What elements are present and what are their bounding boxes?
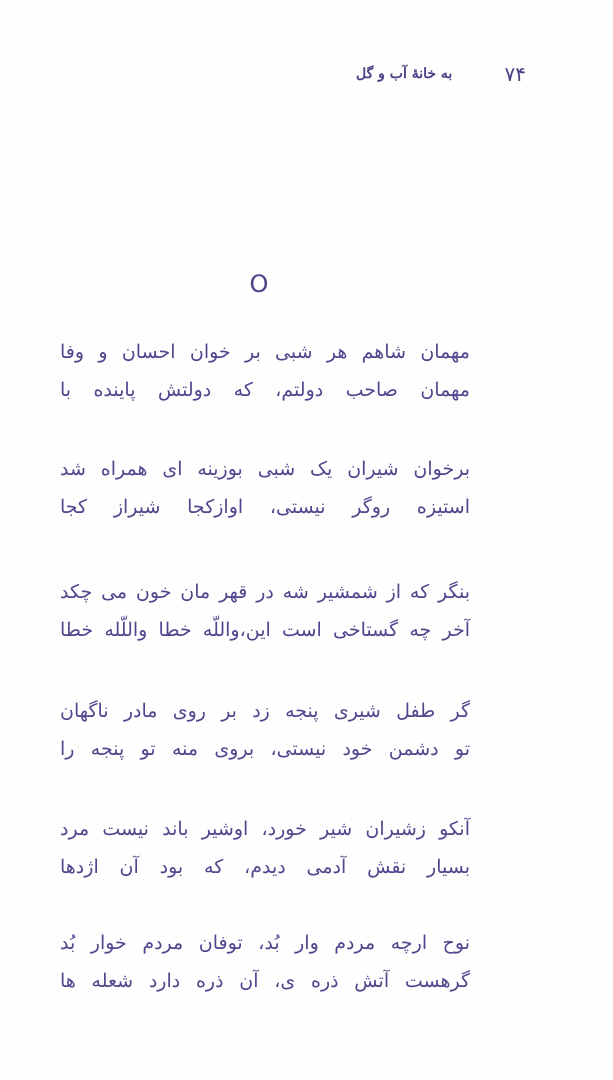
book-title: به خانهٔ آب و گل — [356, 66, 453, 82]
hemistich: استیزه روگر نیستی، اوازکجا شیراز کجا — [60, 496, 470, 518]
poem-couplet-2 — [60, 450, 470, 526]
hemistich: آخر چه گستاخی است این،واللّه خطا واللّله خطا — [60, 619, 470, 641]
poem-couplet-1 — [60, 333, 470, 409]
hemistich: تو دشمن خود نیستی، بروی منه تو پنجه را — [60, 738, 470, 760]
section-ornament: O — [249, 270, 269, 298]
hemistich: نوح ارچه مردم وار بُد، توفان مردم خوار بُد — [60, 932, 470, 954]
hemistich: برخوان شیران یک شبی بوزینه ای همراه شد — [60, 458, 470, 480]
hemistich: مهمان صاحب دولتم، که دولتش پاینده با — [60, 379, 470, 401]
hemistich: آنکو زشیران شیر خورد، اوشیر باند نیست مرد — [60, 818, 470, 840]
hemistich: مهمان شاهم هر شبی بر خوان احسان و وفا — [60, 341, 470, 363]
poem-couplet-3 — [60, 573, 470, 649]
running-head — [356, 60, 526, 88]
poem-couplet-6 — [60, 924, 470, 1000]
poem-couplet-4 — [60, 692, 470, 768]
hemistich: بسیار نقش آدمی دیدم، که بود آن اژدها — [60, 856, 470, 878]
page-number: ۷۴ — [504, 62, 526, 86]
hemistich: بنگر که از شمشیر شه در قهر مان خون می چکد — [60, 581, 470, 603]
hemistich: گرهست آتش ذره ی، آن ذره دارد شعله ها — [60, 970, 470, 992]
poem-couplet-5 — [60, 810, 470, 886]
hemistich: گر طفل شیری پنجه زد بر روی مادر ناگهان — [60, 700, 470, 722]
